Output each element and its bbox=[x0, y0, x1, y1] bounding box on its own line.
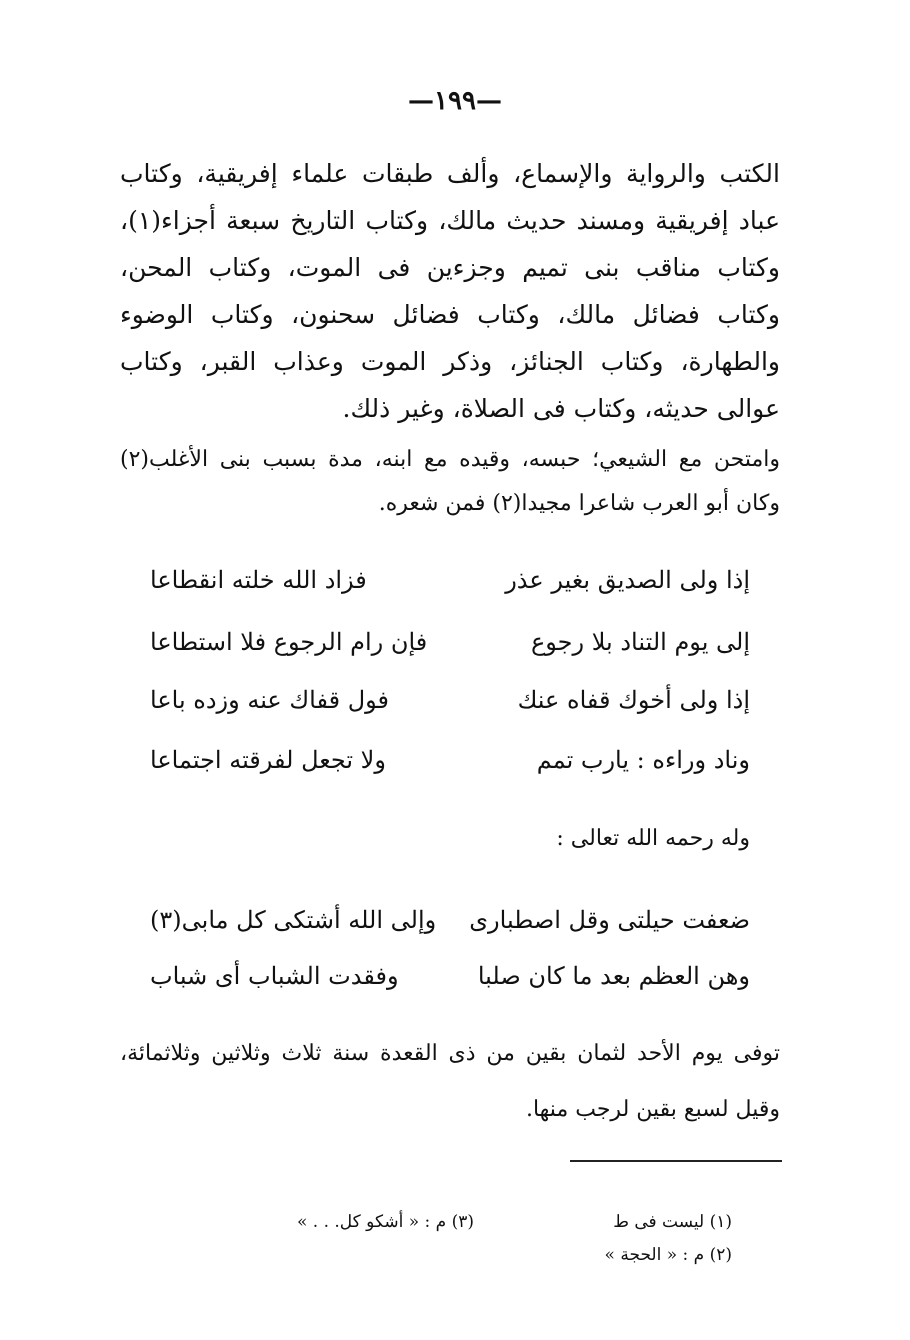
verse-second-hemistich: فإن رام الرجوع فلا استطاعا bbox=[150, 628, 428, 656]
footnote-divider bbox=[570, 1160, 782, 1162]
verse-first-hemistich: وناد وراءه : يارب تمم bbox=[536, 746, 750, 774]
poem-1-verse bbox=[150, 686, 750, 714]
verse-first-hemistich: ضعفت حيلتى وقل اصطبارى bbox=[469, 906, 750, 934]
footnote-2: (٢) م : « الحجة » bbox=[604, 1245, 732, 1265]
footnote-1: (١) ليست فى ط bbox=[613, 1212, 732, 1232]
verse-first-hemistich: إلى يوم التناد بلا رجوع bbox=[530, 628, 750, 656]
poem-2-intro: وله رحمه الله تعالى : bbox=[556, 826, 750, 851]
verse-second-hemistich: وفقدت الشباب أى شباب bbox=[150, 962, 399, 990]
verse-second-hemistich: ولا تجعل لفرقته اجتماعا bbox=[150, 746, 386, 774]
verse-second-hemistich: فزاد الله خلته انقطاعا bbox=[150, 566, 367, 594]
verse-second-hemistich: وإلى الله أشتكى كل مابى(٣) bbox=[150, 906, 437, 934]
poem-1-verse bbox=[150, 628, 750, 656]
footnote-3: (٣) م : « أشكو كل. . . » bbox=[296, 1212, 474, 1232]
poem-2-verse bbox=[150, 906, 750, 934]
paragraph-death: توفى يوم الأحد لثمان بقين من ذى القعدة سنة ثلاث وثلاثين وثلاثمائة، وقيل لسبع بقين لرجب منها. bbox=[120, 1041, 780, 1122]
paragraph-works: الكتب والرواية والإسماع، وألف طبقات علماء إفريقية، وكتاب عباد إفريقية ومسند حديث مالك، وكتاب التاريخ سبعة أجزاء(١)، وكتاب مناقب بنى تميم وجزءين فى الموت، وكتاب المحن، وكتاب فضائل مالك، وكتاب فضائل سحنون، وكتاب الوضوء والطهارة، وكتاب الجنائز، وذكر الموت وعذاب القبر، وكتاب عوالى حديثه، وكتاب فى الصلاة، وغير ذلك. bbox=[120, 159, 780, 423]
poem-2-verse bbox=[150, 962, 750, 990]
poem-1-verse bbox=[150, 566, 750, 594]
verse-second-hemistich: فول قفاك عنه وزده باعا bbox=[150, 686, 390, 714]
page-number: —١٩٩— bbox=[408, 86, 502, 116]
poem-1-verse bbox=[150, 746, 750, 774]
verse-first-hemistich: إذا ولى الصديق بغير عذر bbox=[505, 566, 750, 594]
verse-first-hemistich: إذا ولى أخوك قفاه عنك bbox=[517, 686, 750, 714]
verse-first-hemistich: وهن العظم بعد ما كان صلبا bbox=[477, 962, 750, 990]
paragraph-trial: وامتحن مع الشيعي؛ حبسه، وقيده مع ابنه، مدة بسبب بنى الأغلب(٢) وكان أبو العرب شاعرا مجيدا(٢) فمن شعره. bbox=[120, 447, 780, 516]
